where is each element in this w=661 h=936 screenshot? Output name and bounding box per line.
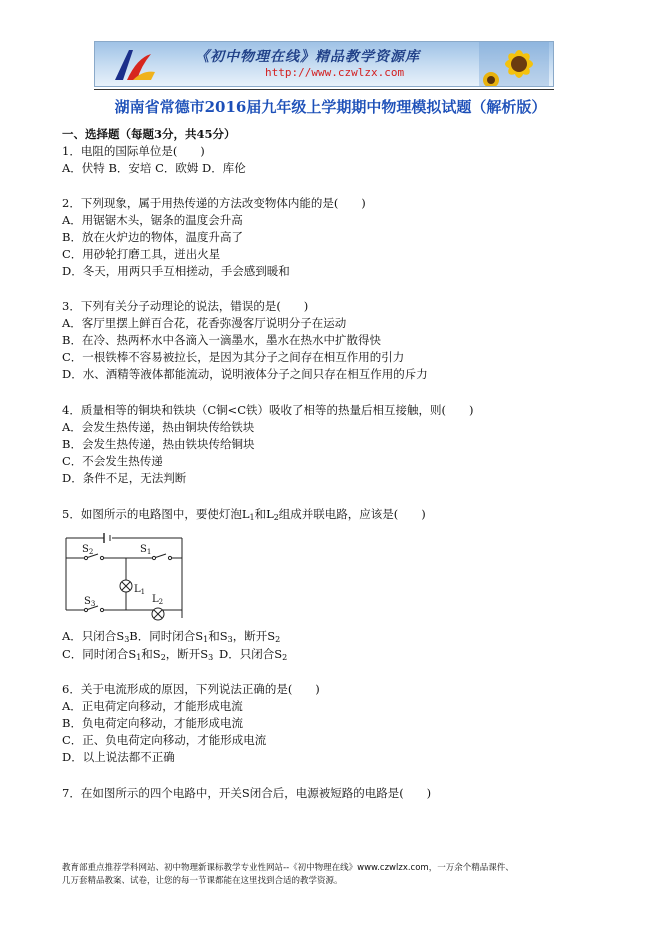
header-banner [94, 41, 554, 87]
banner-url[interactable]: http://www.czwlzx.com [265, 66, 405, 79]
q5-options-row1: A．只闭合$S_3B$．同时闭合$S_1$和$S_3$，断开$S_2$ [62, 629, 281, 644]
q3-option-a: A．客厅里摆上鲜百合花，花香弥漫客厅说明分子在运动 [62, 316, 347, 330]
q5-options-row2: C．同时闭合$S_1$和$S_2$，断开$S_3$ D．只闭合$S_2$ [62, 647, 288, 662]
q2-option-d: D．冬天，用两只手互相搓动，手会感到暖和 [62, 264, 290, 278]
q1-options: A．伏特 B．安培 C．欧姆 D．库伦 [62, 161, 246, 175]
q6-stem: 6．关于电流形成的原因，下列说法正确的是( ) [62, 682, 320, 696]
header-rule [94, 89, 554, 90]
q3-option-d: D．水、酒精等液体都能流动，说明液体分子之间只存在相互作用的斥力 [62, 367, 428, 381]
q1-stem: 1．电阻的国际单位是( ) [62, 144, 205, 158]
label-l1: $L_1$ [134, 584, 146, 596]
q6-option-c: C．正、负电荷定向移动，才能形成电流 [62, 733, 267, 747]
q4-option-a: A．会发生热传递，热由铜块传给铁块 [62, 420, 255, 434]
q3-stem: 3．下列有关分子动理论的说法，错误的是( ) [62, 299, 309, 313]
label-s1: $S_1$ [140, 544, 152, 556]
footer-line-2: 几万套精品教案、试卷，让您的每一节课都能在这里找到合适的教学资源。 [62, 876, 343, 886]
q5-circuit-diagram [62, 530, 186, 622]
section-heading: 一、选择题（每题3分，共45分） [62, 127, 236, 141]
q4-stem: 4．质量相等的铜块和铁块（C铜<C铁）吸收了相等的热量后相互接触，则( ) [62, 403, 474, 417]
banner-title: 《初中物理在线》精品教学资源库 [195, 49, 420, 65]
site-logo-icon [111, 46, 157, 84]
q4-option-c: C．不会发生热传递 [62, 454, 163, 468]
q2-option-a: A．用锯锯木头，锯条的温度会升高 [62, 213, 243, 227]
q7-stem: 7．在如图所示的四个电路中，开关S闭合后，电源被短路的电路是( ) [62, 786, 432, 800]
q4-option-b: B．会发生热传递，热由铁块传给铜块 [62, 437, 255, 451]
q2-stem: 2．下列现象，属于用热传递的方法改变物体内能的是( ) [62, 196, 366, 210]
q6-option-d: D．以上说法都不正确 [62, 750, 175, 764]
q5-stem: 5．如图所示的电路图中，要使灯泡$L_1$和$L_2$组成并联电路，应该是( ) [62, 507, 426, 522]
q2-option-c: C．用砂轮打磨工具，迸出火星 [62, 247, 221, 261]
q6-option-b: B．负电荷定向移动，才能形成电流 [62, 716, 243, 730]
label-l2: $L_2$ [152, 594, 164, 606]
q3-option-c: C．一根铁棒不容易被拉长，是因为其分子之间存在相互作用的引力 [62, 350, 405, 364]
q3-option-b: B．在冷、热两杯水中各滴入一滴墨水，墨水在热水中扩散得快 [62, 333, 381, 347]
footer-line-1: 教育部重点推荐学科网站、初中物理新课标教学专业性网站--《初中物理在线》www.czwlzx.com，一万余个精品课件、 [62, 863, 514, 873]
label-s3: $S_3$ [84, 596, 96, 608]
label-s2: $S_2$ [82, 544, 94, 556]
q6-option-a: A．正电荷定向移动，才能形成电流 [62, 699, 243, 713]
document-title: 湖南省常德市2016届九年级上学期期中物理模拟试题（解析版） [114, 98, 547, 116]
q2-option-b: B．放在火炉边的物体，温度升高了 [62, 230, 243, 244]
sunflower-icon [479, 41, 549, 87]
q4-option-d: D．条件不足，无法判断 [62, 471, 187, 485]
page-footer [62, 862, 622, 888]
